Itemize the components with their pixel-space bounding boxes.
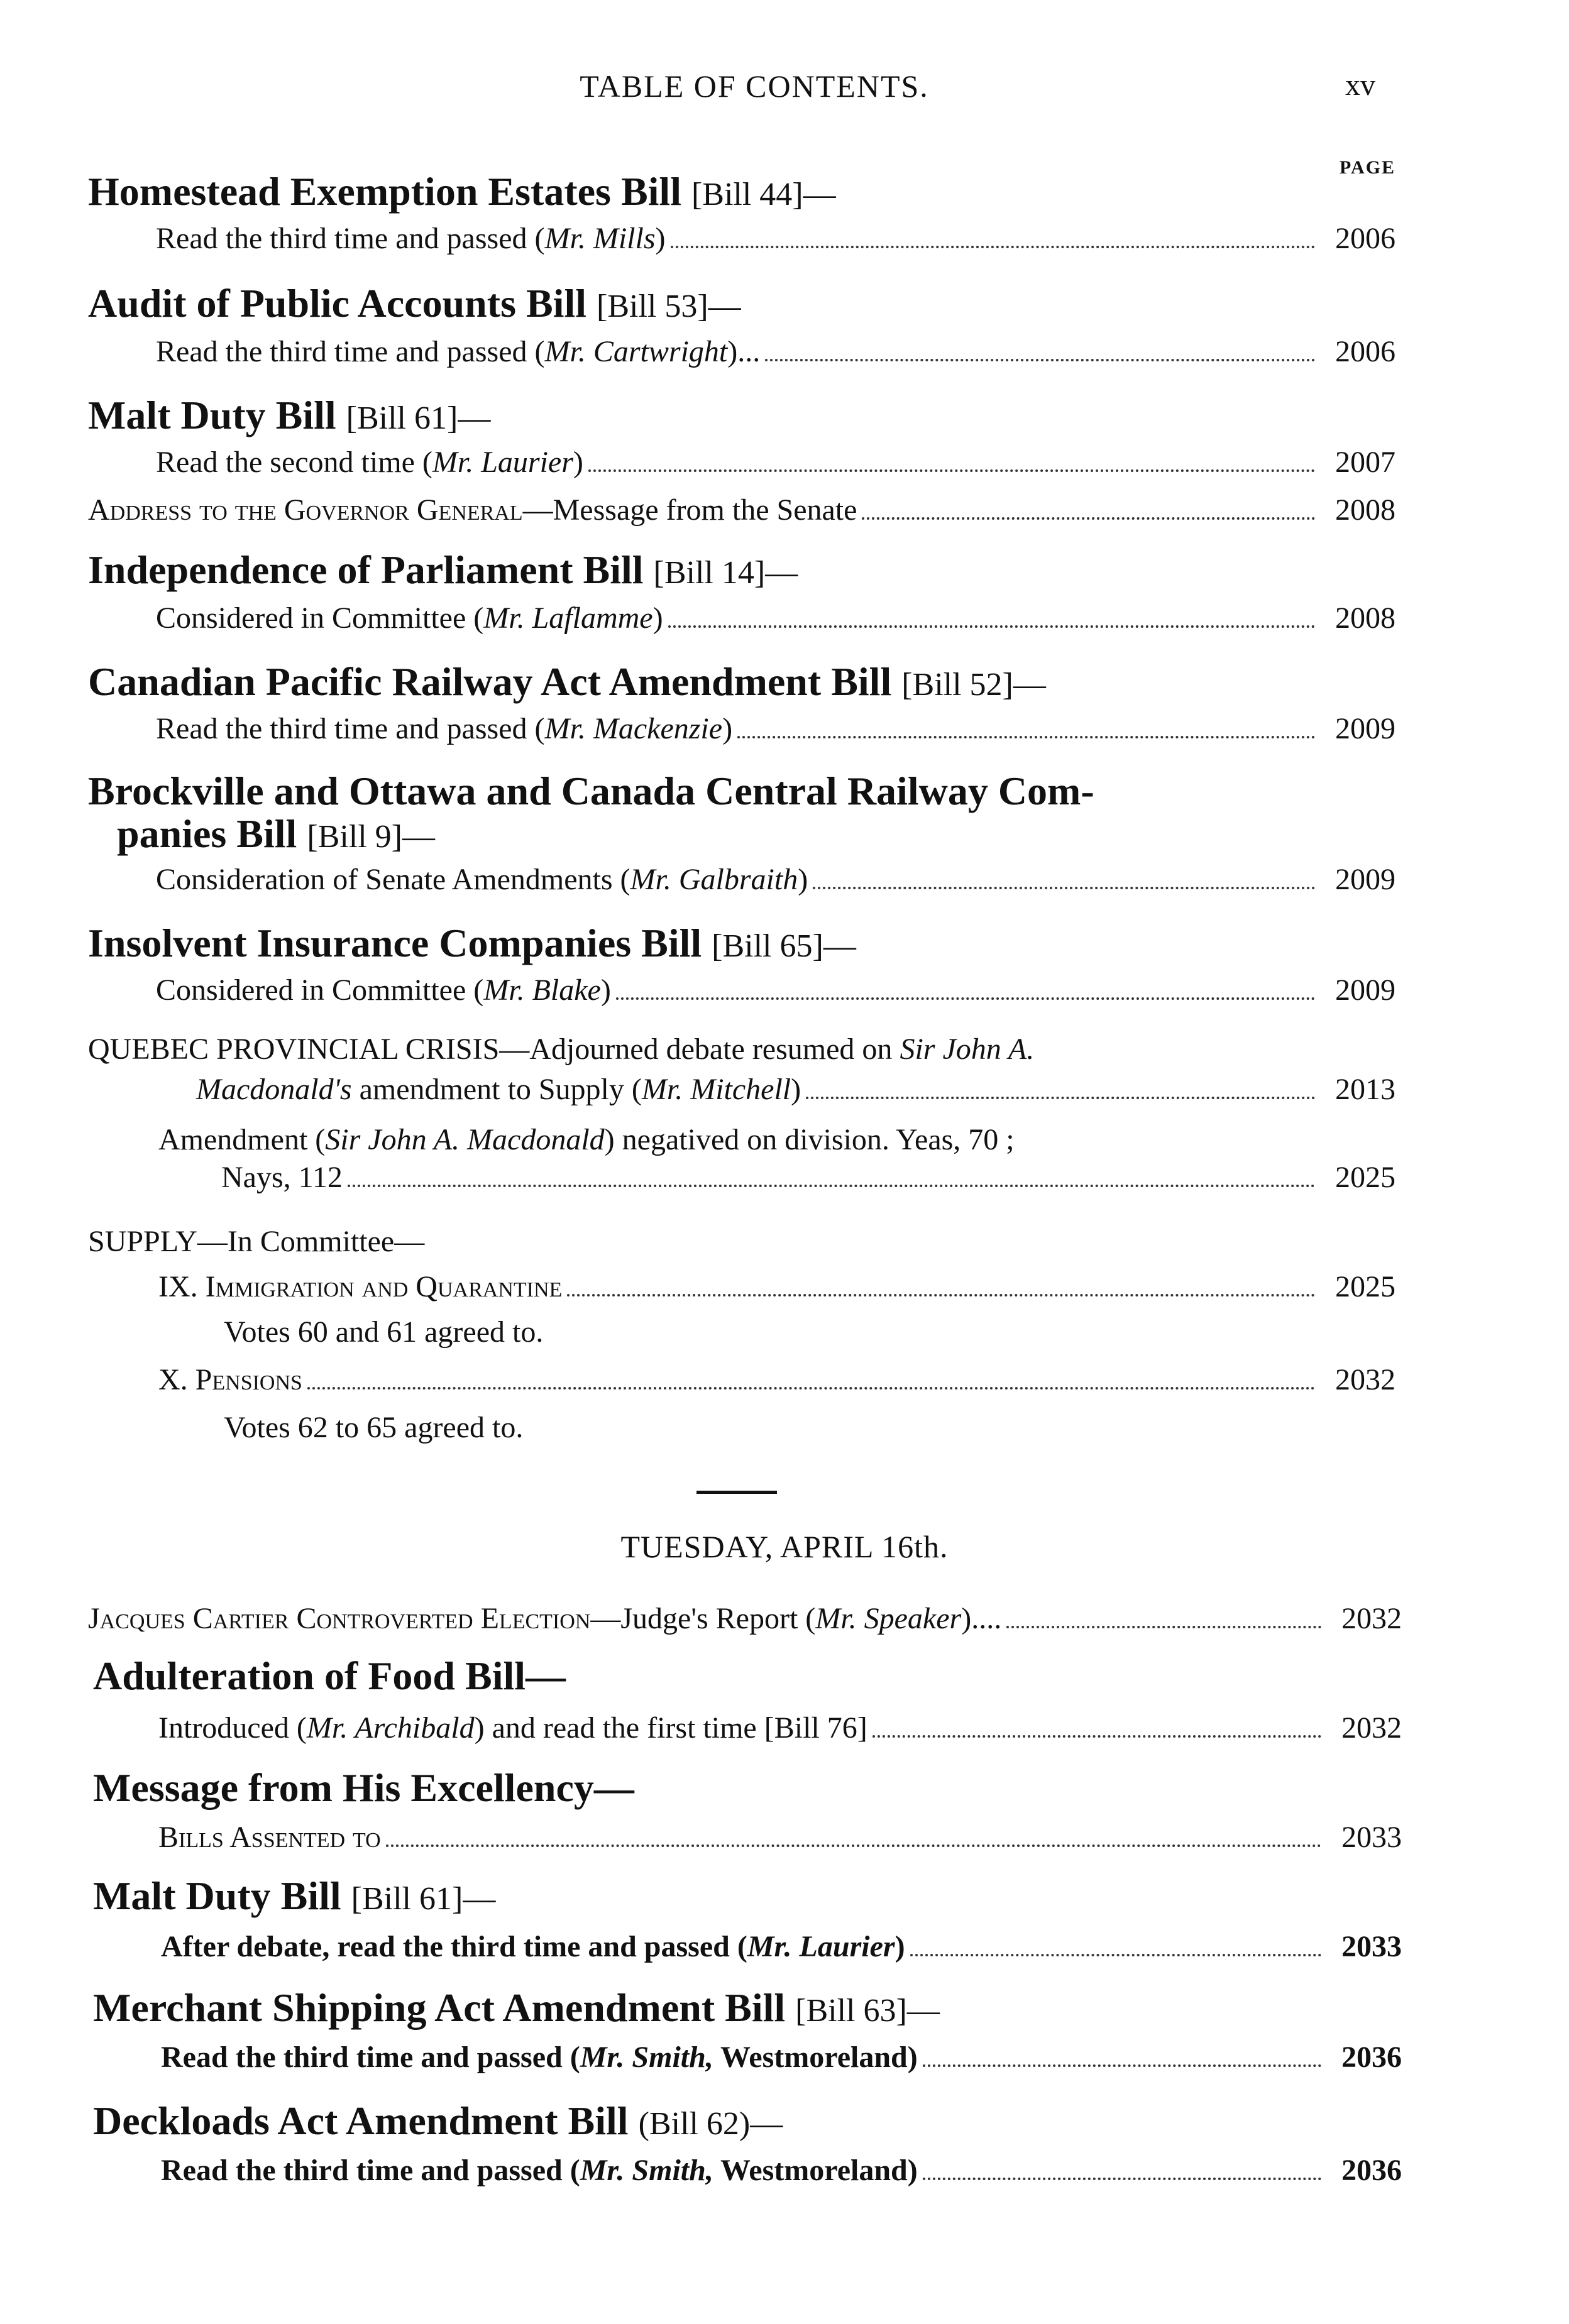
page-number: 2036 xyxy=(1341,2154,1402,2187)
dot-leader xyxy=(348,1185,1315,1187)
toc-entry-line xyxy=(161,1929,1402,1964)
entry-heading xyxy=(93,2098,783,2144)
entry-text: Bills Assented to xyxy=(158,1821,381,1854)
toc-entry-line xyxy=(161,2040,1402,2075)
entry-text: Address to the Governor General—Message from the Senate xyxy=(88,493,857,527)
entry-text: Introduced (Mr. Archibald) and read the first time [Bill 76] xyxy=(158,1711,867,1745)
page-number: 2008 xyxy=(1335,601,1396,635)
toc-entry-line xyxy=(221,1160,1396,1195)
entry-text: X. Pensions xyxy=(158,1363,302,1396)
dot-leader xyxy=(923,2064,1321,2067)
entry-heading xyxy=(88,920,856,967)
dot-leader xyxy=(668,625,1315,628)
dot-leader xyxy=(813,887,1315,889)
heading-text: Deckloads Act Amendment Bill xyxy=(93,2098,629,2143)
toc-entry-line xyxy=(88,493,1396,527)
entry-text: Nays, 112 xyxy=(221,1161,343,1194)
dot-leader xyxy=(588,469,1315,472)
mover-name: Mr. Speaker xyxy=(815,1602,962,1635)
mover-name: Mr. Laurier xyxy=(432,446,573,479)
date-heading: TUESDAY, APRIL 16th. xyxy=(620,1529,949,1564)
dot-leader xyxy=(671,246,1316,248)
dot-leader xyxy=(386,1844,1321,1847)
entry-text: After debate, read the third time and passed (Mr. Laurier) xyxy=(161,1930,905,1963)
entry-heading: Adulteration of Food Bill— xyxy=(93,1653,566,1698)
bill-number: [Bill 61]— xyxy=(346,400,491,436)
toc-entry-line xyxy=(158,1362,1396,1397)
entry-heading xyxy=(88,168,836,215)
mover-name: Mr. Blake xyxy=(483,973,601,1007)
entry-text: Macdonald's amendment to Supply (Mr. Mitchell) xyxy=(196,1073,801,1106)
heading-text: panies Bill xyxy=(117,811,297,856)
entry-text-line: Amendment (Sir John A. Macdonald) negatived on division. Yeas, 70 ; xyxy=(158,1123,1015,1156)
page-number: 2032 xyxy=(1341,1711,1402,1745)
toc-entry-line xyxy=(156,973,1396,1007)
page-number: 2032 xyxy=(1341,1602,1402,1635)
entry-heading xyxy=(88,280,741,327)
section-heading: SUPPLY—In Committee— xyxy=(88,1225,425,1258)
bill-number: (Bill 62)— xyxy=(638,2106,783,2142)
heading-text: Malt Duty Bill xyxy=(88,393,336,437)
bill-number: [Bill 52]— xyxy=(901,667,1046,703)
dot-leader xyxy=(862,517,1315,520)
bill-number: [Bill 14]— xyxy=(653,555,798,591)
entry-text: Read the third time and passed (Mr. Mills) xyxy=(156,222,666,255)
page-number: 2025 xyxy=(1335,1161,1396,1194)
toc-entry-line xyxy=(158,1711,1402,1745)
mover-name: Mr. Mackenzie xyxy=(544,712,723,745)
mover-name: Mr. Archibald xyxy=(306,1711,475,1745)
heading-text: Insolvent Insurance Companies Bill xyxy=(88,921,702,965)
page-number: 2007 xyxy=(1335,446,1396,479)
dot-leader xyxy=(765,359,1315,361)
entry-text: Considered in Committee (Mr. Blake) xyxy=(156,973,611,1007)
bill-number: [Bill 9]— xyxy=(307,819,435,855)
heading-text: Canadian Pacific Railway Act Amendment Bill xyxy=(88,659,892,704)
page-number: 2025 xyxy=(1335,1270,1396,1303)
dot-leader xyxy=(873,1735,1321,1738)
dot-leader xyxy=(737,736,1315,738)
page-number: 2013 xyxy=(1335,1073,1396,1106)
heading-text: Merchant Shipping Act Amendment Bill xyxy=(93,1985,786,2030)
heading-text: Malt Duty Bill xyxy=(93,1873,341,1918)
toc-entry-line xyxy=(156,445,1396,480)
heading-text: Homestead Exemption Estates Bill xyxy=(88,169,681,214)
heading-text: Audit of Public Accounts Bill xyxy=(88,281,586,326)
bill-number: [Bill 65]— xyxy=(712,928,856,964)
mover-name: Mr. Mills xyxy=(544,222,656,255)
mover-name: Mr. Mitchell xyxy=(641,1073,791,1106)
mover-name: Sir John A. Macdonald xyxy=(325,1123,605,1156)
toc-entry-line xyxy=(156,601,1396,635)
entry-heading-continued xyxy=(117,811,435,857)
toc-entry-line xyxy=(156,711,1396,746)
dot-leader xyxy=(910,1954,1321,1956)
entry-text: Read the second time (Mr. Laurier) xyxy=(156,446,583,479)
entry-text: Read the third time and passed (Mr. Cartwright)... xyxy=(156,335,761,368)
entry-text: Read the third time and passed (Mr. Smith, Westmoreland) xyxy=(161,2154,918,2187)
page-column-label: PAGE xyxy=(1339,157,1396,178)
section-divider xyxy=(696,1491,777,1494)
dot-leader xyxy=(567,1294,1315,1296)
entry-heading xyxy=(88,547,798,593)
entry-text: Jacques Cartier Controverted Election—Judge's Report (Mr. Speaker).... xyxy=(88,1602,1002,1635)
mover-name: Mr. Laurier xyxy=(747,1930,895,1963)
entry-text: Read the third time and passed (Mr. Mackenzie) xyxy=(156,712,733,745)
dot-leader xyxy=(1006,1626,1321,1628)
running-head xyxy=(0,68,1569,112)
toc-entry-line xyxy=(156,334,1396,369)
entry-heading xyxy=(88,659,1046,705)
page-number: 2006 xyxy=(1335,222,1396,255)
entry-text: Read the third time and passed (Mr. Smith, Westmoreland) xyxy=(161,2041,918,2074)
entry-heading xyxy=(93,1985,940,2031)
entry-text-line: QUEBEC PROVINCIAL CRISIS—Adjourned debate resumed on Sir John A. xyxy=(88,1033,1035,1066)
entry-heading: Brockville and Ottawa and Canada Central Railway Com- xyxy=(88,769,1094,813)
mover-name: Mr. Galbraith xyxy=(630,863,798,896)
mover-name: Mr. Smith, xyxy=(580,2154,713,2187)
toc-entry-line xyxy=(158,1820,1402,1855)
entry-text-line: Votes 62 to 65 agreed to. xyxy=(224,1411,524,1444)
entry-text: Consideration of Senate Amendments (Mr. Galbraith) xyxy=(156,863,808,896)
mover-name: Mr. Laflamme xyxy=(483,601,653,635)
page-folio: xv xyxy=(1345,69,1375,102)
running-head-title: TABLE OF CONTENTS. xyxy=(580,69,929,104)
entry-text: IX. Immigration and Quarantine xyxy=(158,1270,563,1303)
bill-number: [Bill 44]— xyxy=(691,177,836,212)
page-number: 2033 xyxy=(1341,1821,1402,1854)
entry-heading xyxy=(88,392,490,439)
toc-entry-line xyxy=(88,1601,1402,1636)
page-number: 2009 xyxy=(1335,863,1396,896)
bill-number: [Bill 63]— xyxy=(795,1993,940,2029)
page-number: 2006 xyxy=(1335,335,1396,368)
toc-entry-line xyxy=(158,1269,1396,1304)
page-number: 2032 xyxy=(1335,1363,1396,1396)
page-number: 2009 xyxy=(1335,712,1396,745)
mover-name: Mr. Cartwright xyxy=(544,335,728,368)
heading-text: Independence of Parliament Bill xyxy=(88,547,644,592)
bill-number: [Bill 61]— xyxy=(351,1881,496,1917)
entry-text: Considered in Committee (Mr. Laflamme) xyxy=(156,601,663,635)
page-number: 2009 xyxy=(1335,973,1396,1007)
mover-name: Sir John A. xyxy=(900,1033,1035,1066)
toc-entry-line xyxy=(161,2153,1402,2188)
dot-leader xyxy=(923,2178,1321,2180)
page-number: 2036 xyxy=(1341,2041,1402,2074)
entry-heading xyxy=(93,1873,495,1919)
toc-entry-line xyxy=(156,862,1396,897)
mover-name: Mr. Smith, xyxy=(580,2041,713,2074)
toc-entry-line xyxy=(156,221,1396,256)
dot-leader xyxy=(806,1097,1315,1099)
page-number: 2033 xyxy=(1341,1930,1402,1963)
page-number: 2008 xyxy=(1335,493,1396,527)
bill-number: [Bill 53]— xyxy=(597,288,741,324)
entry-heading: Message from His Excellency— xyxy=(93,1765,634,1810)
dot-leader xyxy=(616,997,1315,1000)
toc-entry-line xyxy=(196,1072,1396,1107)
entry-text-line: Votes 60 and 61 agreed to. xyxy=(224,1315,544,1349)
dot-leader xyxy=(307,1387,1315,1389)
